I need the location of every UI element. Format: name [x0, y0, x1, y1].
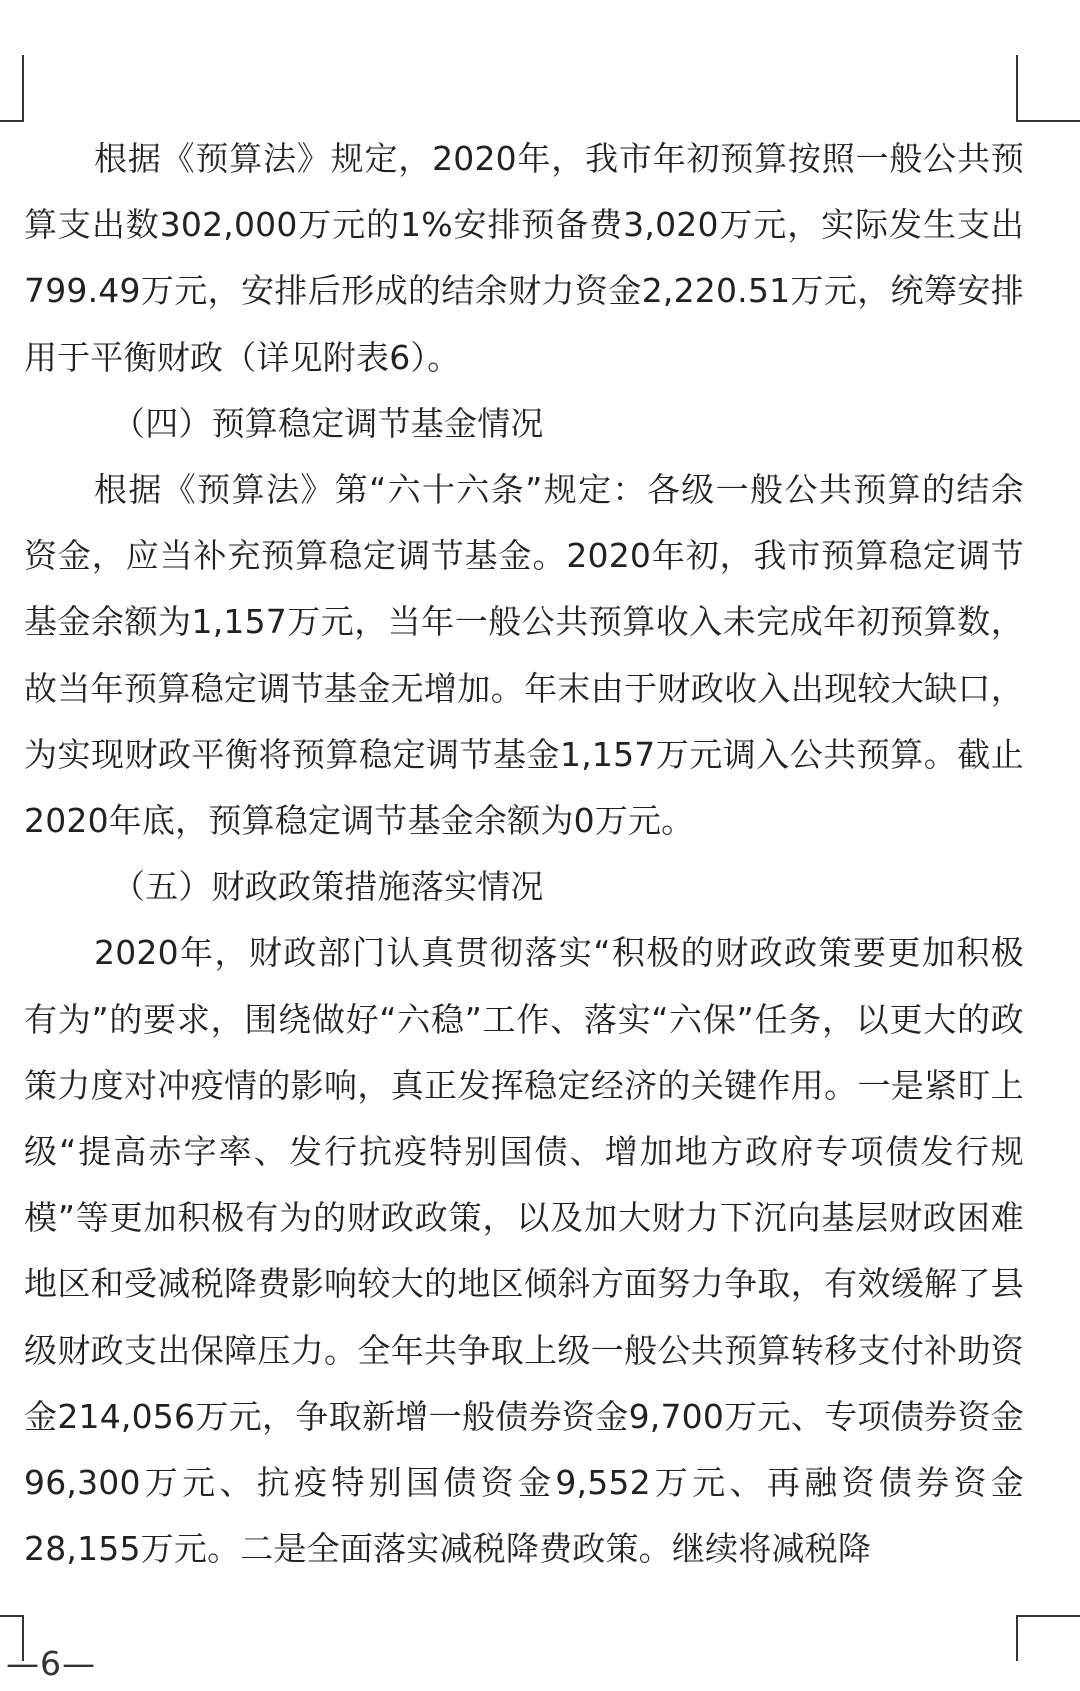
document-body [24, 126, 1024, 1582]
paragraph-fiscal-policy: 2020年，财政部门认真贯彻落实“积极的财政政策要更加积极有为”的要求，围绕做好“六稳”工作、落实“六保”任务，以更大的政策力度对冲疫情的影响，真正发挥稳定经济的关键作用。一是紧盯上级“提高赤字率、发行抗疫特别国债、增加地方政府专项债发行规模”等更加积极有为的财政政策，以及加大财力下沉向基层财政困难地区和受减税降费影响较大的地区倾斜方面努力争取，有效缓解了县级财政支出保障压力。全年共争取上级一般公共预算转移支付补助资金214,056万元，争取新增一般债券资金9,700万元、专项债券资金96,300万元、抗疫特别国债资金9,552万元、再融资债券资金28,155万元。二是全面落实减税降费政策。继续将减税降 [24, 933, 1024, 1569]
paragraph-stabilization-fund: 根据《预算法》第“六十六条”规定：各级一般公共预算的结余资金，应当补充预算稳定调节基金。2020年初，我市预算稳定调节基金余额为1,157万元，当年一般公共预算收入未完成年初预算数，故当年预算稳定调节基金无增加。年末由于财政收入出现较大缺口，为实现财政平衡将预算稳定调节基金1,157万元调入公共预算。截止2020年底，预算稳定调节基金余额为0万元。 [24, 470, 1024, 841]
section-heading-fiscal-policy: （五）财政政策措施落实情况 [112, 867, 544, 907]
paragraph-reserve-fund: 根据《预算法》规定，2020年，我市年初预算按照一般公共预算支出数302,000万元的1%安排预备费3,020万元，实际发生支出799.49万元，安排后形成的结余财力资金2,220.51万元，统筹安排用于平衡财政（详见附表6）。 [24, 139, 1024, 377]
crop-mark-top-right [1016, 55, 1080, 122]
page-number: —6— [6, 1644, 96, 1683]
crop-mark-bottom-right [1016, 1615, 1080, 1661]
section-heading-stabilization-fund: （四）预算稳定调节基金情况 [112, 403, 544, 443]
crop-mark-top-left [0, 55, 24, 122]
